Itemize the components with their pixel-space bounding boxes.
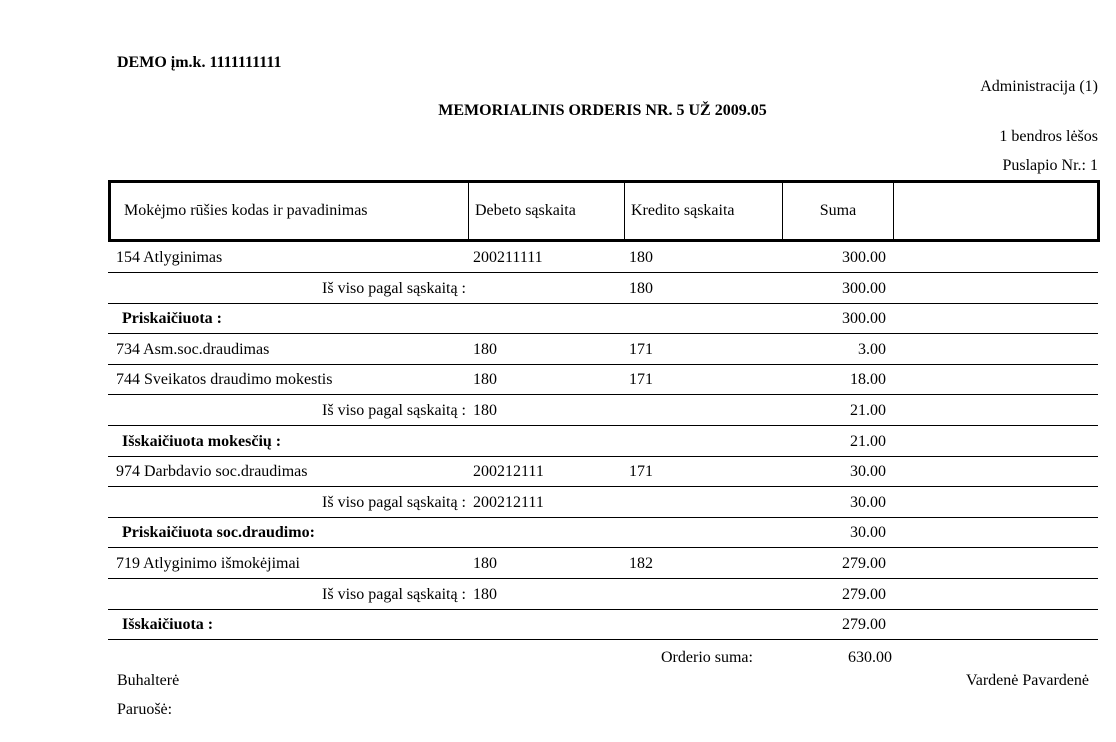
row-name: 719 Atlyginimo išmokėjimai: [116, 555, 300, 572]
order-sum-value: 630.00: [848, 649, 892, 666]
row-name: 154 Atlyginimas: [116, 249, 223, 266]
group-total-row: [108, 303, 1098, 334]
row-name: Išskaičiuota mokesčių :: [122, 432, 282, 450]
table-row: [108, 548, 1098, 579]
prepared-label: Paruošė:: [117, 701, 173, 718]
accountant-label: Buhalterė: [117, 672, 180, 689]
row-debit: 200212111: [473, 463, 544, 481]
group-total-row: [108, 517, 1098, 548]
row-credit: 180: [629, 249, 653, 266]
table-row: [108, 334, 1098, 365]
row-debit: 180: [473, 340, 497, 358]
row-debit: 180: [473, 371, 497, 389]
row-sum: 279.00: [842, 555, 886, 572]
row-name: Priskaičiuota soc.draudimo:: [122, 524, 315, 542]
column-header-name: Mokėjmo rūšies kodas ir pavadinimas: [124, 202, 368, 219]
department-name: Administracija (1): [980, 78, 1098, 95]
order-sum-label: Orderio suma:: [661, 649, 753, 666]
row-name: Iš viso pagal sąskaitą :: [322, 279, 466, 297]
row-credit: 182: [629, 555, 653, 572]
accountant-name: Vardenė Pavardenė: [965, 672, 1089, 689]
row-sum: 3.00: [858, 340, 886, 358]
group-total-row: [108, 426, 1098, 457]
row-debit: 200211111: [473, 249, 543, 266]
row-sum: 300.00: [842, 279, 886, 297]
row-sum: 30.00: [850, 524, 886, 542]
row-debit: 180: [473, 555, 497, 572]
row-name: Iš viso pagal sąskaitą :: [322, 585, 466, 603]
column-header-extra: [893, 183, 1097, 239]
funds-source: 1 bendros lėšos: [999, 128, 1098, 145]
table-header: [108, 180, 1100, 242]
row-name: Priskaičiuota :: [122, 310, 222, 328]
row-name: Išskaičiuota :: [122, 616, 214, 634]
row-credit: 171: [629, 371, 653, 389]
row-credit: 171: [629, 463, 653, 481]
table-row: [108, 242, 1098, 273]
row-sum: 30.00: [850, 463, 886, 481]
row-sum: 279.00: [842, 616, 886, 634]
row-sum: 300.00: [842, 310, 886, 328]
column-header-debit: Debeto sąskaita: [468, 183, 624, 239]
subtotal-row: [108, 487, 1098, 518]
subtotal-row: [108, 579, 1098, 610]
row-name: 734 Asm.soc.draudimas: [116, 340, 270, 358]
subtotal-row: [108, 395, 1098, 426]
company-name: DEMO įm.k. 1111111111: [117, 54, 282, 71]
row-credit: 171: [629, 340, 653, 358]
subtotal-row: [108, 273, 1098, 304]
column-header-sum: Suma: [782, 183, 893, 239]
row-sum: 18.00: [850, 371, 886, 389]
row-debit: 200212111: [473, 493, 544, 511]
row-name: 744 Sveikatos draudimo mokestis: [116, 371, 333, 389]
table-row: [108, 364, 1098, 395]
document-title: MEMORIALINIS ORDERIS NR. 5 UŽ 2009.05: [438, 102, 767, 119]
row-name: Iš viso pagal sąskaitą :: [322, 493, 466, 511]
row-sum: 300.00: [842, 249, 886, 266]
row-name: 974 Darbdavio soc.draudimas: [116, 463, 308, 481]
row-sum: 21.00: [850, 432, 886, 450]
row-debit: 180: [473, 585, 497, 603]
table-row: [108, 456, 1098, 487]
group-total-row: [108, 609, 1098, 640]
row-sum: 21.00: [850, 402, 886, 419]
row-credit: 180: [629, 279, 653, 297]
row-name: Iš viso pagal sąskaitą :: [322, 402, 466, 419]
row-sum: 279.00: [842, 585, 886, 603]
row-sum: 30.00: [850, 493, 886, 511]
row-debit: 180: [473, 402, 497, 419]
page-number: Puslapio Nr.: 1: [1002, 157, 1098, 174]
column-header-credit: Kredito sąskaita: [624, 183, 782, 239]
